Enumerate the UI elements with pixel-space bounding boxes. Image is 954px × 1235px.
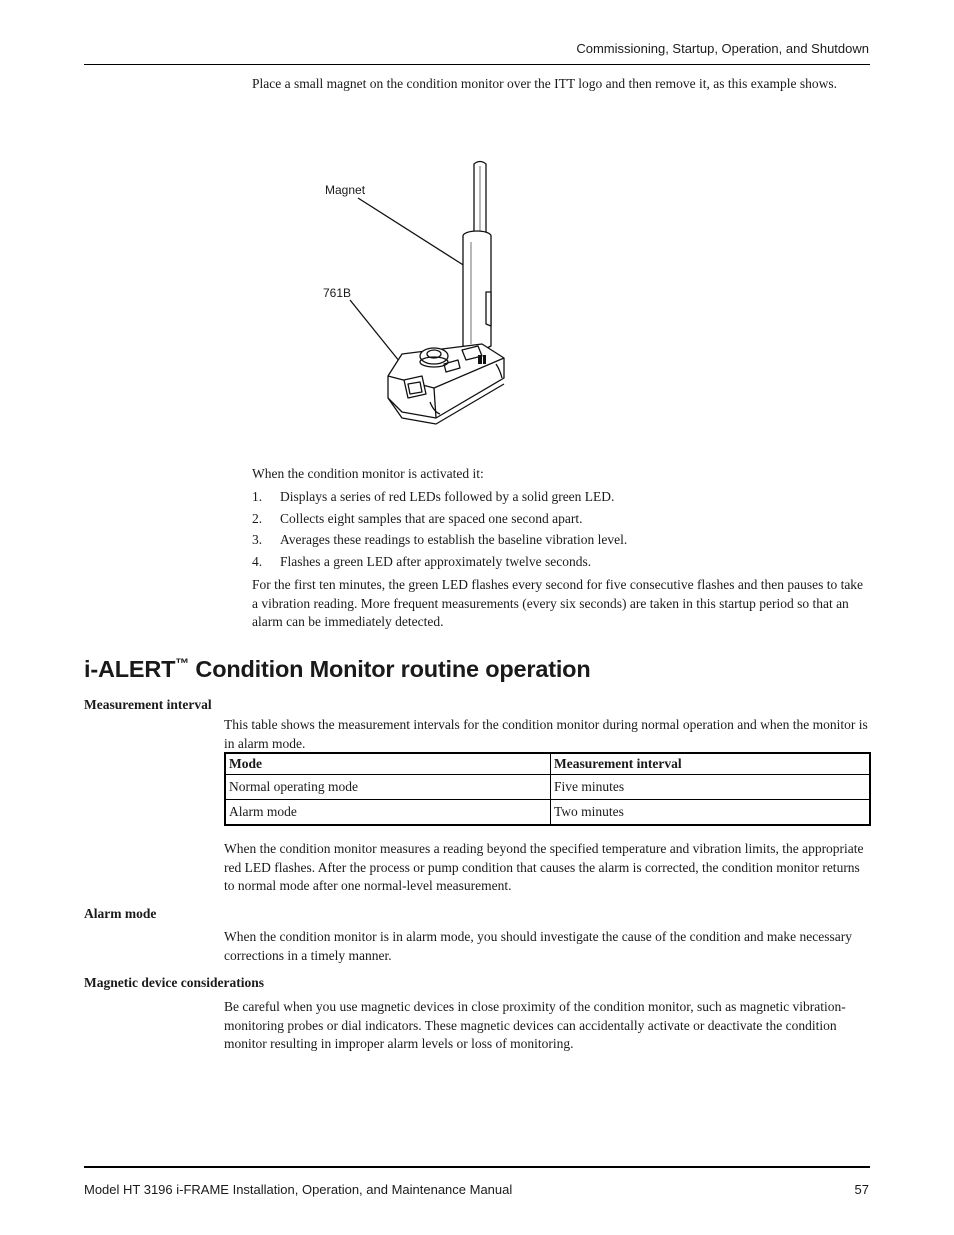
list-item xyxy=(252,532,872,554)
section-title xyxy=(84,656,590,683)
measurement-table xyxy=(224,752,871,826)
table-cell: Alarm mode xyxy=(225,800,551,826)
magnet-leader-line xyxy=(358,198,468,268)
list-item xyxy=(252,511,872,533)
table-row xyxy=(225,775,870,800)
footer-rule xyxy=(84,1166,870,1168)
activation-lead: When the condition monitor is activated it: xyxy=(252,466,484,481)
page-number: 57 xyxy=(854,1182,869,1197)
list-item xyxy=(252,554,872,576)
alarm-text: When the condition monitor is in alarm mode, you should investigate the cause of the condition and make necessary corrections in a timely manner. xyxy=(224,929,852,963)
activation-followup: For the first ten minutes, the green LED flashes every second for five consecutive flashes and then pauses to take a vibration reading. More frequent measurements (every six seconds) are taken in this startup period so that an alarm can be immediately detected. xyxy=(252,577,864,629)
section-title-main: i-ALERT xyxy=(84,656,176,682)
measurement-heading: Measurement interval xyxy=(84,697,212,712)
measurement-intro: This table shows the measurement intervals for the condition monitor during normal operation and when the monitor is in alarm mode. xyxy=(224,717,868,751)
magnet-figure xyxy=(300,150,560,440)
step-text: Collects eight samples that are spaced one second apart. xyxy=(280,510,583,526)
step-text: Flashes a green LED after approximately twelve seconds. xyxy=(280,553,592,569)
step-number: 4. xyxy=(252,553,263,569)
table-row xyxy=(225,800,870,826)
step-number: 1. xyxy=(252,489,263,504)
device-label: 761B xyxy=(323,286,352,300)
step-text: Displays a series of red LEDs followed by a solid green LED. xyxy=(280,489,615,504)
table-cell: Two minutes xyxy=(551,800,871,826)
intro-paragraph: Place a small magnet on the condition monitor over the ITT logo and then remove it, as this example shows. xyxy=(252,76,837,91)
step-number: 2. xyxy=(252,510,263,526)
magnet-label: Magnet xyxy=(325,183,366,197)
step-number: 3. xyxy=(252,532,263,547)
magnetic-heading: Magnetic device considerations xyxy=(84,975,264,990)
column-header-interval: Measurement interval xyxy=(551,753,871,775)
activation-steps xyxy=(252,489,872,575)
magnetic-text: Be careful when you use magnetic devices in close proximity of the condition monitor, such as magnetic vibration-monitoring probes or dial indicators. These magnetic devices can accidentally activate or deactivate the condition monitor resulting in improper alarm levels or loss of monitoring. xyxy=(224,999,846,1051)
column-header-mode: Mode xyxy=(225,753,551,775)
table-cell: Normal operating mode xyxy=(225,775,551,800)
table-cell: Five minutes xyxy=(551,775,871,800)
section-title-rest: Condition Monitor routine operation xyxy=(189,656,591,682)
running-header: Commissioning, Startup, Operation, and Shutdown xyxy=(576,41,869,56)
measurement-after: When the condition monitor measures a reading beyond the specified temperature and vibration limits, the appropriate red LED flashes. After the process or pump condition that causes the alarm is corrected, the condition monitor returns to normal mode after one normal-level measurement. xyxy=(224,841,864,893)
header-rule xyxy=(84,64,870,65)
list-item xyxy=(252,489,872,511)
footer-manual-title: Model HT 3196 i-FRAME Installation, Operation, and Maintenance Manual xyxy=(84,1182,513,1197)
alarm-heading: Alarm mode xyxy=(84,906,157,921)
step-text: Averages these readings to establish the baseline vibration level. xyxy=(280,532,628,547)
table-header-row xyxy=(225,753,870,775)
trademark-mark: ™ xyxy=(175,655,190,671)
